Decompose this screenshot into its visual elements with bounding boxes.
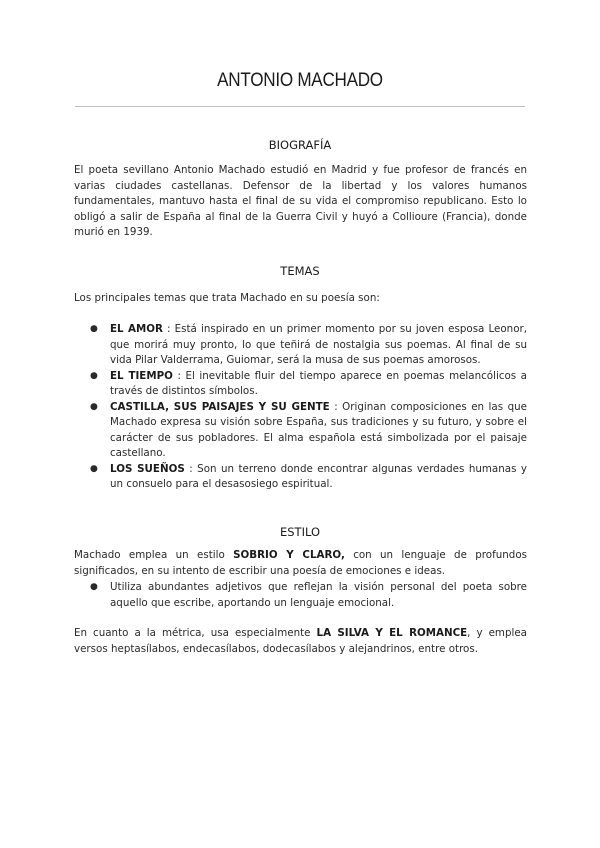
item-text: : El inevitable fluir del tiempo aparece en poemas melancólicos a través de distintos símbolos. [110,369,527,397]
list-item [74,400,527,462]
list-item [74,322,527,369]
item-text: Utiliza abundantes adjetivos que reflejan la visión personal del poeta sobre aquello que escribe, aportando un lenguaje emocional. [110,581,527,609]
item-term: LOS SUEÑOS [110,462,185,475]
item-term: EL TIEMPO [110,369,173,382]
estilo-list [74,580,527,611]
list-item [74,462,527,493]
bullet-icon: ● [90,463,98,474]
estilo-paragraph-1 [74,548,527,579]
heading-temas: TEMAS [280,264,320,278]
estilo-p2-after: , y emplea versos heptasílabos, endecasílabos, dodecasílabos y alejandrinos, entre otros. [74,627,527,655]
item-text: : Originan composiciones en las que Machado expresa su visión sobre España, sus tradiciones y su futuro, y sobre el carácter de sus pobladores. El alma española está simbolizada por el paisaje castellano. [110,400,527,459]
bullet-icon: ● [90,582,98,592]
list-item [74,580,527,611]
item-term: CASTILLA, SUS PAISAJES Y SU GENTE [110,400,330,413]
title-divider [75,106,525,107]
item-text: : Son un terreno donde encontrar algunas verdades humanas y un consuelo para el desasosiego espiritual. [110,462,528,490]
temas-intro: Los principales temas que trata Machado en su poesía son: [74,292,380,304]
bullet-icon: ● [90,324,98,334]
heading-estilo: ESTILO [279,525,321,539]
estilo-p2-bold: LA SILVA Y EL ROMANCE [316,627,468,639]
heading-biografia: BIOGRAFÍA [268,138,332,152]
estilo-p1-bold: SOBRIO Y CLARO, [233,549,345,561]
item-text: : Está inspirado en un primer momento por su joven esposa Leonor, que morirá muy pronto, lo que teñirá de nostalgia sus poemas. Al final de su vida Pilar Valderrama, Guiomar, será la musa de sus poemas amorosos. [110,323,528,366]
bullet-icon: ● [90,370,98,381]
temas-list [74,322,527,493]
biografia-paragraph: El poeta sevillano Antonio Machado estudió en Madrid y fue profesor de francés en varias ciudades castellanas. Defensor de la libertad y los valores humanos fundamentales, mantuvo hasta el final de su vida el compromiso republicano. Esto lo obligó a salir de España al final de la Guerra Civil y huyó a Collioure (Francia), donde murió en 1939. [74,164,527,238]
item-term: EL AMOR [110,323,163,335]
bullet-icon: ● [90,401,98,412]
estilo-paragraph-2 [74,626,527,657]
estilo-p1-before: Machado emplea un estilo [74,549,225,561]
page-title: ANTONIO MACHADO [217,70,383,91]
estilo-p2-before: En cuanto a la métrica, usa especialmente [74,627,311,639]
list-item [74,369,527,400]
estilo-p1-after: con un lenguaje de profundos significados, en su intento de escribir una poesía de emociones e ideas. [74,549,527,577]
